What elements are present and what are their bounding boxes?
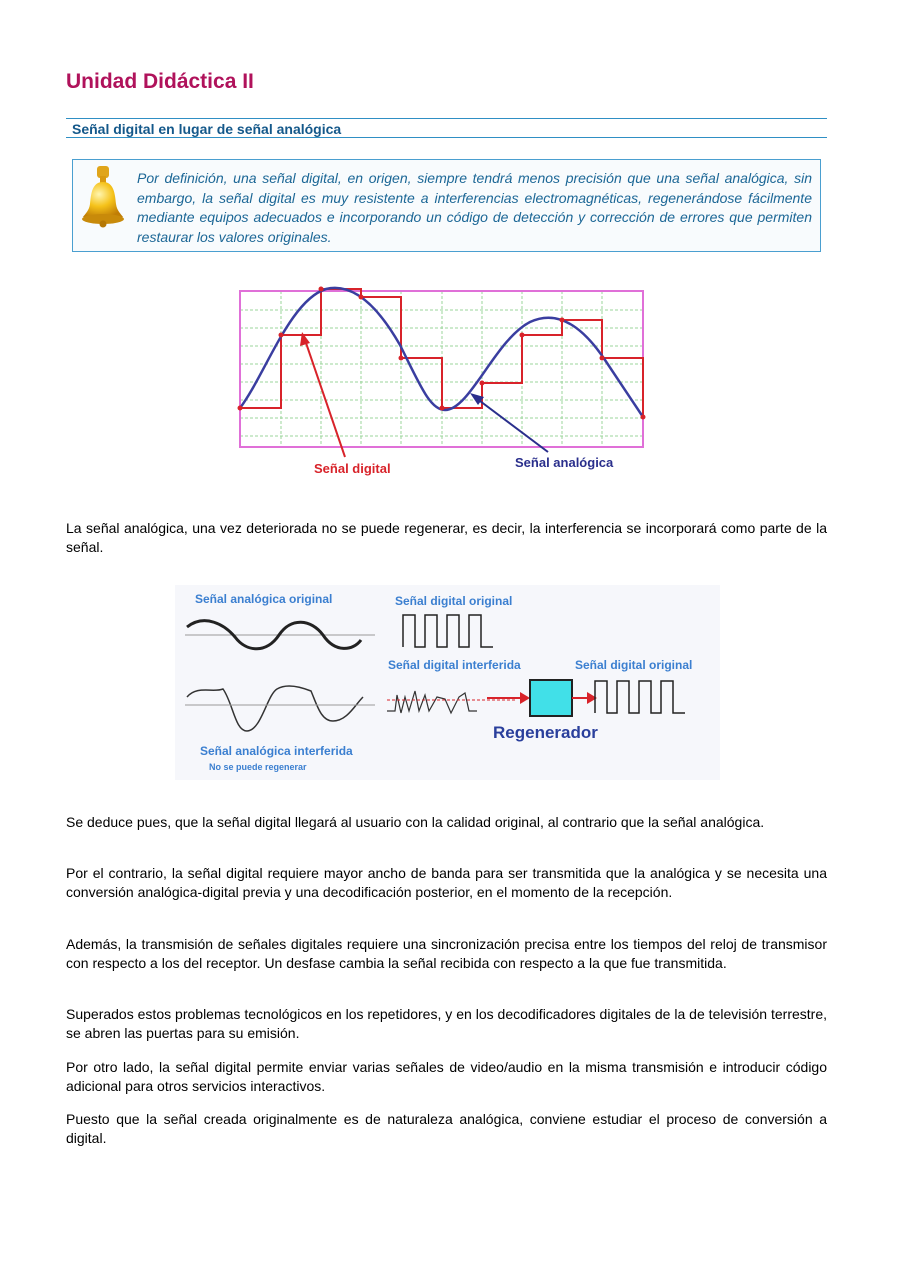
label-analog-interfered: Señal analógica interferida bbox=[200, 744, 353, 758]
label-no-regenerate: No se puede regenerar bbox=[209, 762, 307, 772]
label-digital-original-2: Señal digital original bbox=[575, 658, 693, 672]
section-heading-text: Señal digital en lugar de señal analógica bbox=[72, 121, 342, 137]
paragraph-4: Además, la transmisión de señales digitales requiere una sincronización precisa entre los tiempos del reloj de transmisor con respecto a los del receptor. Un desfase cambia la señal recibida con respecto a la que fue transmitida. bbox=[66, 936, 827, 971]
label-analog-signal: Señal analógica bbox=[515, 455, 614, 470]
note-text: Por definición, una señal digital, en origen, siempre tendrá menos precisión que una señal analógica, sin embargo, la señal digital es muy resistente a interferencias electromagnéticas, regenerándose fácilmente mediante equipos adecuados e incorporando un código de detección y corrección de errores que permiten restaurar los valores originales. bbox=[137, 170, 812, 245]
paragraph-2: Se deduce pues, que la señal digital llegará al usuario con la calidad original, al contrario que la señal analógica. bbox=[66, 814, 765, 830]
label-digital-signal: Señal digital bbox=[314, 461, 391, 476]
paragraph-3: Por el contrario, la señal digital requiere mayor ancho de banda para ser transmitida que la analógica y se necesita una conversión analógica-digital previa y una decodificación posterior, en el momento de la recepción. bbox=[66, 865, 827, 900]
paragraph-6: Por otro lado, la señal digital permite enviar varias señales de video/audio en la misma transmisión e introducir código adicional para otros servicios interactivos. bbox=[66, 1059, 827, 1094]
paragraph-7: Puesto que la señal creada originalmente es de naturaleza analógica, conviene estudiar el proceso de conversión a digital. bbox=[66, 1111, 827, 1146]
paragraph-5: Superados estos problemas tecnológicos en los repetidores, y en los decodificadores digitales de la de televisión terrestre, se abren las puertas para su emisión. bbox=[66, 1006, 827, 1041]
bell-icon bbox=[79, 164, 127, 228]
label-analog-original: Señal analógica original bbox=[195, 592, 333, 606]
label-regenerator: Regenerador bbox=[493, 723, 598, 742]
paragraph-1: La señal analógica, una vez deteriorada no se puede regenerar, es decir, la interferencia se incorporará como parte de la señal. bbox=[66, 520, 827, 555]
regenerator-box bbox=[530, 680, 572, 716]
label-digital-original: Señal digital original bbox=[395, 594, 513, 608]
figure-analog-vs-digital bbox=[230, 280, 650, 485]
note-box bbox=[72, 159, 821, 252]
label-digital-interfered: Señal digital interferida bbox=[388, 658, 521, 672]
section-heading bbox=[66, 118, 827, 138]
figure-regeneration bbox=[175, 585, 720, 780]
page-title: Unidad Didáctica II bbox=[66, 70, 254, 93]
digital-arrow-icon bbox=[300, 332, 345, 457]
